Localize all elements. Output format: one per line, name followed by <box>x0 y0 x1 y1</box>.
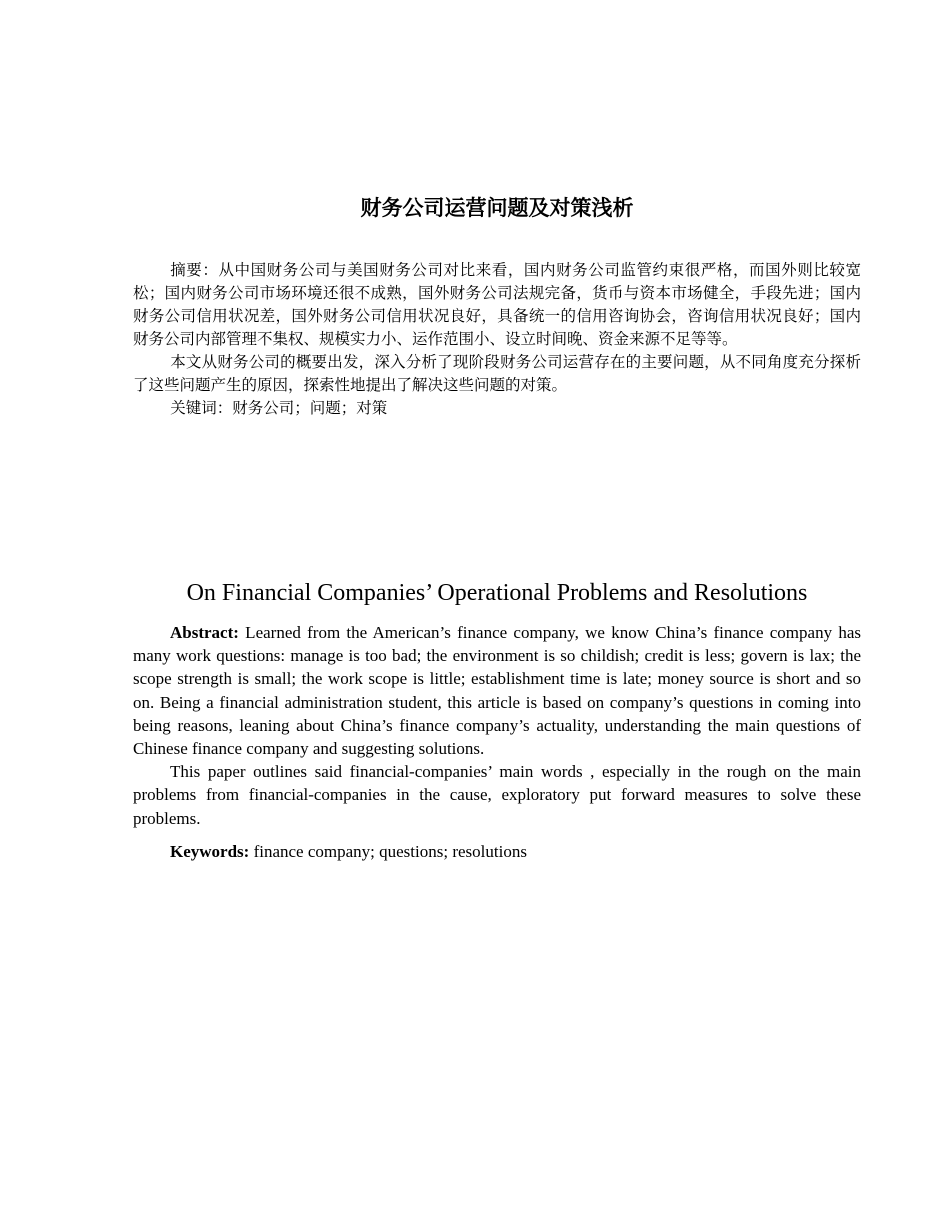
english-keywords <box>133 840 861 863</box>
chinese-keywords-label: 关键词： <box>170 399 233 417</box>
chinese-abstract-text: 从中国财务公司与美国财务公司对比来看，国内财务公司监管约束很严格，而国外则比较宽松；国内财务公司市场环境还很不成熟，国外财务公司法规完备，货币与资本市场健全，手段先进；国内财务公司信用状况差，国外财务公司信用状况良好，具备统一的信用咨询协会，咨询信用状况良好；国内财务公司内部管理不集权、规模实力小、运作范围小、设立时间晚、资金来源不足等等。 <box>133 261 861 348</box>
chinese-keywords <box>133 397 861 420</box>
english-keywords-label: Keywords: <box>170 841 250 861</box>
chinese-abstract-label: 摘要： <box>170 261 219 279</box>
english-title: On Financial Companies’ Operational Problems and Resolutions <box>186 580 808 606</box>
english-abstract-text: Learned from the American’s finance company, we know China’s finance company has many work questions: manage is too bad; the environment is so childish; credit is less; govern is lax; the scope strength is small; the work scope is little; establishment time is late; money source is short and so on. Being a financial administration student, this article is based on company’s questions in coming into being reasons, leaning about China’s finance company’s actuality, understanding the main questions of Chinese finance company and suggesting solutions. <box>133 623 861 759</box>
chinese-body-paragraph: 本文从财务公司的概要出发，深入分析了现阶段财务公司运营存在的主要问题，从不同角度充分探析了这些问题产生的原因，探索性地提出了解决这些问题的对策。 <box>133 353 861 394</box>
english-abstract-paragraph <box>133 621 861 760</box>
english-abstract-section <box>133 621 861 863</box>
english-abstract-label: Abstract: <box>170 623 239 642</box>
chinese-title: 财务公司运营问题及对策浅析 <box>360 196 634 220</box>
chinese-abstract-paragraph <box>133 259 861 351</box>
chinese-keywords-text: 财务公司；问题；对策 <box>232 399 388 417</box>
chinese-abstract-section <box>133 259 861 420</box>
english-keywords-text: finance company; questions; resolutions <box>249 841 527 861</box>
english-body-paragraph: This paper outlines said financial-companies’ main words , especially in the rough on the main problems from financial-companies in the cause, exploratory put forward measures to solve these problems. <box>133 762 861 828</box>
